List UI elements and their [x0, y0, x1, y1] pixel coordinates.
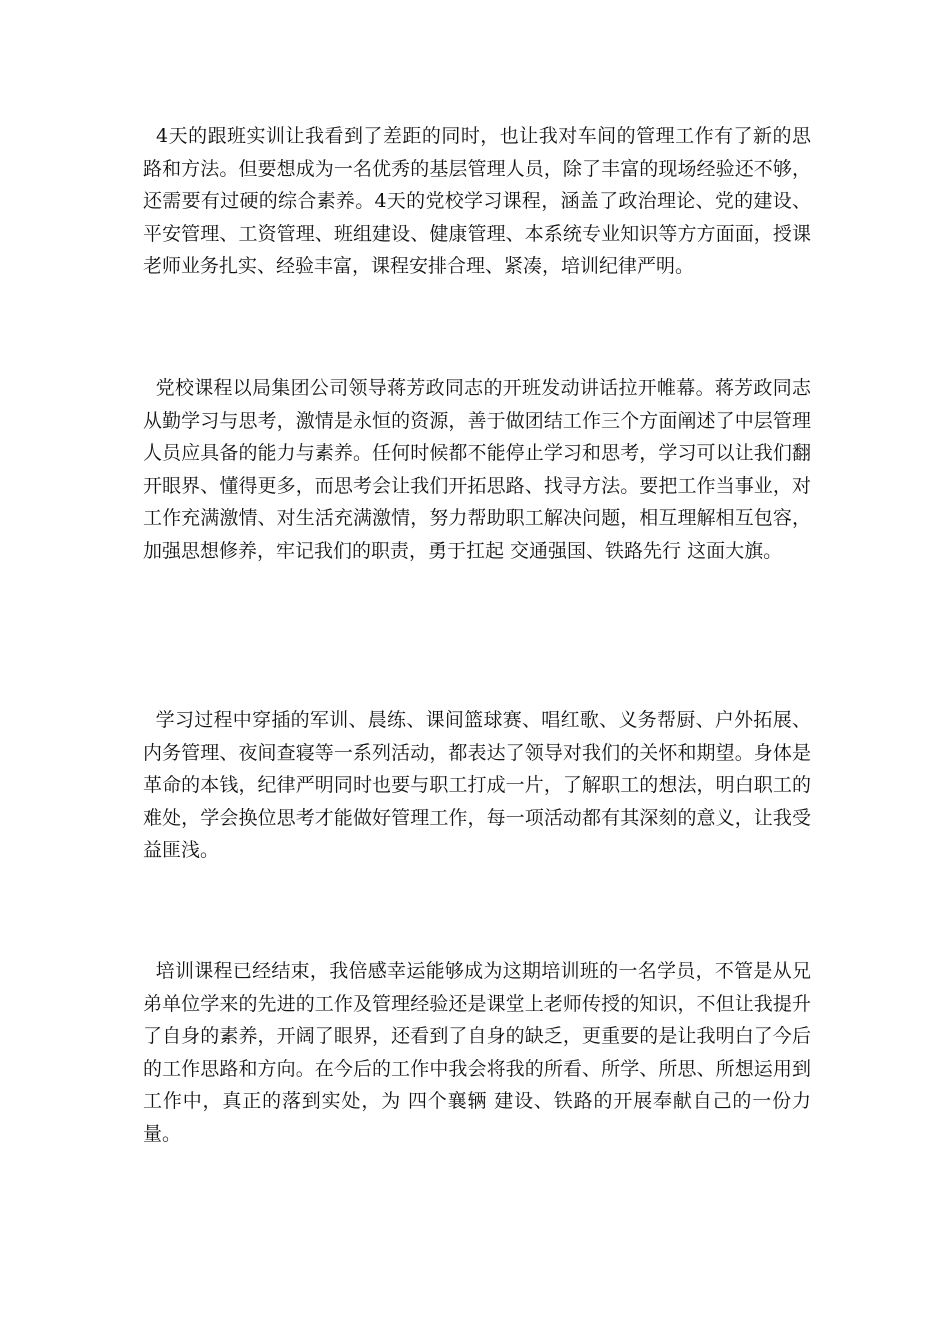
paragraph-4: 培训课程已经结束，我倍感幸运能够成为这期培训班的一名学员，不管是从兄弟单位学来的先进的工作及管理经验还是课堂上老师传授的知识，不但让我提升了自身的素养，开阔了眼界，还看到了自身的缺乏，更重要的是让我明白了今后的工作思路和方向。在今后的工作中我会将我的所看、所学、所思、所想运用到工作中，真正的落到实处，为 四个襄辆 建设、铁路的开展奉献自己的一份力量。: [143, 960, 811, 1145]
paragraph-3: 学习过程中穿插的军训、晨练、课间篮球赛、唱红歌、义务帮厨、户外拓展、内务管理、夜间查寝等一系列活动，都表达了领导对我们的关怀和期望。身体是革命的本钱，纪律严明同时也要与职工打成一片，了解职工的想法，明白职工的难处，学会换位思考才能做好管理工作，每一项活动都有其深刻的意义，让我受益匪浅。: [143, 709, 811, 861]
paragraph-2: 党校课程以局集团公司领导蒋芳政同志的开班发动讲话拉开帷幕。蒋芳政同志从勤学习与思考，激情是永恒的资源，善于做团结工作三个方面阐述了中层管理人员应具备的能力与素养。任何时候都不能停止学习和思考，学习可以让我们翻开眼界、懂得更多，而思考会让我们开拓思路、找寻方法。要把工作当事业，对工作充满激情、对生活充满激情，努力帮助职工解决问题，相互理解相互包容，加强思想修养，牢记我们的职责，勇于扛起 交通强国、铁路先行 这面大旗。: [143, 377, 811, 562]
paragraph-1: 4天的跟班实训让我看到了差距的同时，也让我对车间的管理工作有了新的思路和方法。但要想成为一名优秀的基层管理人员，除了丰富的现场经验还不够，还需要有过硬的综合素养。4天的党校学习课程，涵盖了政治理论、党的建设、平安管理、工资管理、班组建设、健康管理、本系统专业知识等方方面面，授课老师业务扎实、经验丰富，课程安排合理、紧凑，培训纪律严明。: [143, 125, 811, 277]
